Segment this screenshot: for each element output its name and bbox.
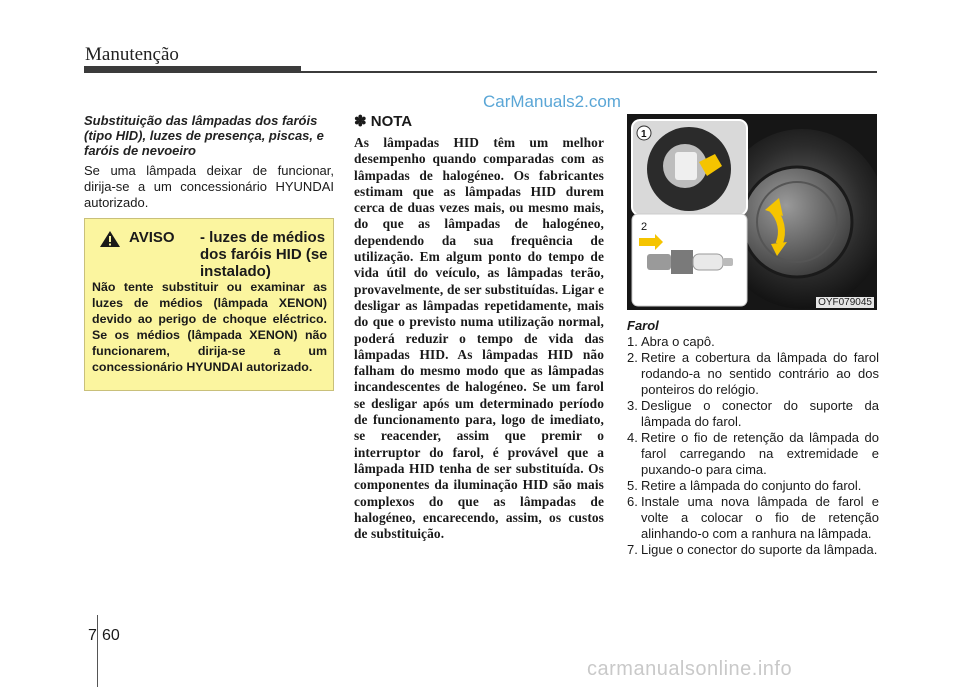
list-item: 5. Retire a lâmpada do conjunto do farol. bbox=[627, 478, 862, 493]
list-item: 3. Desligue o conector do suporte da lâmpada do farol. bbox=[627, 398, 879, 429]
middle-column bbox=[354, 112, 604, 542]
list-item: 1. Abra o capô. bbox=[627, 334, 715, 349]
warning-label: AVISO bbox=[129, 229, 175, 246]
section-heading: Substituição das lâmpadas dos faróis (tipo HID), luzes de presença, piscas, e faróis de nevoeiro bbox=[84, 113, 324, 158]
warning-title: - luzes de médios dos faróis HID (se instalado) bbox=[200, 229, 328, 280]
chapter-number: 7 bbox=[88, 627, 97, 644]
section-paragraph: Se uma lâmpada deixar de funcionar, dirija-se a um concessionário HYUNDAI autorizado. bbox=[84, 163, 334, 210]
figure-callout-1: 1 bbox=[641, 129, 647, 140]
right-column bbox=[627, 318, 879, 558]
list-item: 6. Instale uma nova lâmpada de farol e volte a colocar o fio de retenção alinhando-o com a ranhura na lâmpada. bbox=[627, 494, 879, 541]
figure-code: OYF079045 bbox=[818, 297, 872, 308]
page-number-divider bbox=[97, 615, 98, 687]
page-header-title: Manutenção bbox=[85, 44, 179, 65]
list-item: 4. Retire o fio de retenção da lâmpada do farol carregando na extremidade e puxando-o para cima. bbox=[627, 430, 879, 477]
farol-steps bbox=[627, 334, 879, 558]
figure-callout-2: 2 bbox=[641, 221, 648, 233]
farol-title: Farol bbox=[627, 318, 659, 333]
warning-body: Não tente substituir ou examinar as luzes de médios (lâmpada XENON) devido ao perigo de choque eléctrico. Se os médios (lâmpada XENON) não funcionarem, dirija-se a um concessionário HYUNDAI autorizado. bbox=[92, 280, 327, 374]
page-number: 60 bbox=[102, 627, 120, 644]
headlamp-figure bbox=[627, 114, 877, 310]
warning-triangle-icon bbox=[99, 230, 121, 248]
list-item: 7. Ligue o conector do suporte da lâmpada. bbox=[627, 542, 878, 557]
headlamp-illustration bbox=[627, 114, 877, 310]
watermark[interactable]: CarManuals2.com bbox=[483, 92, 621, 111]
footer-watermark[interactable]: carmanualsonline.info bbox=[587, 658, 793, 680]
note-title: ✽ NOTA bbox=[354, 113, 413, 130]
header-rule bbox=[84, 71, 877, 73]
left-column bbox=[84, 113, 334, 211]
list-item: 2. Retire a cobertura da lâmpada do farol rodando-a no sentido contrário ao dos ponteiros do relógio. bbox=[627, 350, 879, 397]
note-body: As lâmpadas HID têm um melhor desempenho quando comparadas com as lâmpadas de halogéneo. Os fabricantes estimam que as lâmpadas HID durem cerca de duas vezes mais, ou mesmo mais, do que as lâmpadas de halogéneo, dependendo da sua frequência de utilização. Em algum ponto do tempo de vida útil do veículo, as lâmpadas terão, provavelmente, de ser substituídas. Ligar e desligar as lâmpadas repetidamente, mais do que o previsto numa utilização normal, poderá reduzir o tempo de vida das lâmpadas HID. As lâmpadas HID não falham do mesmo modo que as lâmpadas incandescentes de halogéneo. Se um farol se desligar após um determinado período de funcionamento para, logo de imediato, se reacender, assim que premir o interruptor do farol, é provável que a lâmpada HID tenha de ser substituída. Os componentes da iluminação HID são mais complexos do que as lâmpadas de halogéneo, encarecendo, assim, os custos de substituição. bbox=[354, 135, 604, 542]
warning-box bbox=[84, 218, 334, 391]
